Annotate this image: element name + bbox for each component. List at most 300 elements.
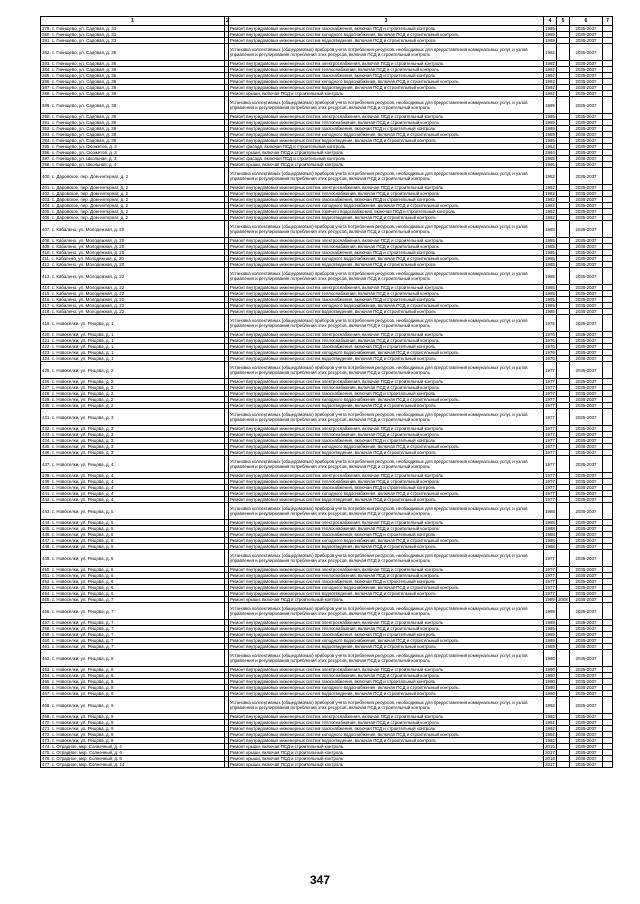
cell-c4: 1985 — [545, 309, 555, 314]
cell-c4: 1982 — [545, 209, 555, 214]
cell-c1: 477. с. Отрадное, мкр. Солнечный, д. 14 — [41, 762, 225, 768]
cell-c4: 1985 — [545, 291, 555, 296]
cell-c1: 396. с. Гнинщево, ул. Сюэжетов, д. 3 — [41, 150, 225, 156]
cell-c4: 1977 — [545, 497, 555, 502]
cell-c3: Ремонт внутридомовых инженерных систем водоотведения, включая ПСД и строительный контроль — [229, 497, 544, 503]
cell-c6: 2035-2037 — [570, 379, 603, 385]
cell-c6: 2035-2037 — [570, 567, 603, 573]
cell-c1: 423. с. Новоселки, ул. Рещова, д. 1 — [41, 350, 225, 356]
cell-c3: Ремонт внутридомовых инженерных систем водоотведения, включая ПСД и строительный контроль — [229, 691, 544, 697]
cell-c6: 2035-2037 — [570, 120, 603, 126]
cell-c3: Ремонт внутридомовых инженерных систем холодного водоснабжения, включая ПСД и строительный контроль — [229, 444, 544, 450]
cell-c3: Ремонт внутридомовых инженерных систем электроснабжения, включая ПСД и строительный контроль — [229, 567, 544, 573]
cell-c3: Установка коллективных (общедомовых) приборов учета потребления ресурсов, необходимых для предоставления коммунальных услуг, и узлов управления и регулирования потребления этих ресурсов, включая ПСД и строительный контроль — [229, 697, 544, 714]
cell-c5 — [557, 362, 570, 379]
cell-c5 — [557, 221, 570, 238]
cell-c4: 1964 — [545, 144, 555, 149]
cell-c6: 2035-2037 — [570, 144, 603, 150]
cell-c1: 390. с. Гнинщево, ул. Садовая, д. 38 — [41, 114, 225, 120]
cell-c6: 2035-2037 — [570, 291, 603, 297]
cell-c1: 425. с. Новоселки, ул. Рещова, д. 2 — [41, 362, 225, 379]
cell-c1: 409. с. Кабалено, ул. Молодежная, д. 20 — [41, 244, 225, 250]
cell-c4: 1988 — [545, 526, 555, 531]
cell-c6: 2035-2037 — [570, 667, 603, 673]
cell-c3: Ремонт внутридомовых инженерных систем холодного водоснабжения, включая ПСД и строительный контроль — [229, 491, 544, 497]
cell-c4: 1992 — [545, 720, 555, 725]
cell-c1: 421. с. Новоселки, ул. Рещова, д. 1 — [41, 338, 225, 344]
cell-c3: Ремонт фасада, включая ПСД и строительный контроль — [229, 144, 544, 150]
cell-c1: 437. с. Новоселки, ул. Рещова, д. 4 — [41, 456, 225, 473]
cell-c4: 1989 — [545, 114, 555, 119]
cell-c3: Ремонт внутридомовых инженерных систем газоснабжения, включая ПСД и строительный контроль — [229, 26, 544, 32]
cell-c4: 1988 — [544, 503, 557, 520]
cell-c1: 393. с. Гнинщево, ул. Садовая, д. 38 — [41, 132, 225, 138]
cell-c3: Ремонт крыши, включая ПСД и строительный контроль — [229, 162, 544, 168]
cell-c6: 2035-2037 — [570, 409, 603, 426]
cell-c6: 2035-2037 — [570, 538, 603, 544]
cell-c3: Установка коллективных (общедомовых) приборов учета потребления ресурсов, необходимых для предоставления коммунальных услуг, и узлов управления и регулирования потребления этих ресурсов, включая ПСД и строительный контроль — [229, 44, 544, 61]
cell-c3: Установка коллективных (общедомовых) приборов учета потребления ресурсов, необходимых для предоставления коммунальных услуг, и узлов управления и регулирования потребления этих ресурсов, включая ПСД и строительный контроль — [229, 456, 544, 473]
cell-c4: 1989 — [545, 126, 555, 131]
cell-c4: 1977 — [545, 585, 555, 590]
cell-c4: 1977 — [545, 391, 555, 396]
cell-c3: Установка коллективных (общедомовых) приборов учета потребления ресурсов, необходимых для предоставления коммунальных услуг, и узлов управления и регулирования потребления этих ресурсов, включая ПСД и строительный контроль — [229, 315, 544, 332]
cell-c6: 2035-2037 — [570, 215, 603, 221]
cell-c6: 2035-2037 — [570, 61, 603, 67]
cell-c4: 1988 — [545, 520, 555, 525]
cell-c6: 2035-2037 — [570, 262, 603, 268]
cell-c6: 2035-2037 — [570, 720, 603, 726]
cell-c3: Ремонт внутридомовых инженерных систем электроснабжения, включая ПСД и строительный контроль — [229, 473, 544, 479]
cell-c1: 454. с. Новоселки, ул. Рещова, д. 6 — [41, 591, 225, 597]
cell-c6: 2035-2037 — [570, 491, 603, 497]
cell-c1: 395. с. Гнинщево, ул. Сюэжетов, д. 3 — [41, 144, 225, 150]
cell-c4: 1977 — [545, 397, 555, 402]
cell-c6: 2035-2037 — [570, 79, 603, 85]
cell-c1: 472. с. Новоселки, ул. Рещова, д. 9 — [41, 732, 225, 738]
cell-c1: 467. с. Новоселки, ул. Рещова, д. 8 — [41, 691, 225, 697]
cell-c1: 430. с. Новоселки, ул. Рещова, д. 2 — [41, 403, 225, 409]
cell-c7 — [603, 697, 613, 714]
cell-c4: 1989 — [544, 97, 557, 114]
cell-c6: 2035-2037 — [570, 679, 603, 685]
cell-c3: Ремонт внутридомовых инженерных систем электроснабжения, включая ПСД и строительный контроль — [229, 379, 544, 385]
cell-c1: 426. с. Новоселки, ул. Рещова, д. 2 — [41, 379, 225, 385]
cell-c3: Ремонт внутридомовых инженерных систем газоснабжения, включая ПСД и строительный контроль — [229, 73, 544, 79]
cell-c4: 1992 — [545, 67, 555, 72]
cell-c4: 1982 — [545, 197, 555, 202]
cell-c1: 451. с. Новоселки, ул. Рещова, д. 6 — [41, 573, 225, 579]
cell-c3: Ремонт внутридомовых инженерных систем газоснабжения, включая ПСД и строительный контроль — [229, 250, 544, 256]
cell-c3: Ремонт внутридомовых инженерных систем газоснабжения, включая ПСД и строительный контроль — [229, 126, 544, 132]
cell-c6: 2035-2037 — [570, 156, 603, 162]
cell-c6: 2035-2037 — [570, 256, 603, 262]
cell-c3: Ремонт внутридомовых инженерных систем холодного водоснабжения, включая ПСД и строительный контроль — [229, 397, 544, 403]
cell-c4: 1989 — [545, 26, 555, 31]
cell-c1: 407. с. Кабалено, ул. Молодежная, д. 20 — [41, 221, 225, 238]
cell-c6: 2035-2037 — [570, 244, 603, 250]
cell-c3: Установка коллективных (общедомовых) приборов учета потребления ресурсов, необходимых для предоставления коммунальных услуг, и узлов управления и регулирования потребления этих ресурсов, включая ПСД и строительный контроль — [229, 409, 544, 426]
cell-c1: 417. с. Кабалено, ул. Молодежная, д. 22 — [41, 303, 225, 309]
cell-c1: 475. с. Отрадное, мкр. Солнечный, д. 6 — [41, 750, 225, 756]
cell-c1: 447. с. Новоселки, ул. Рещова, д. 5 — [41, 538, 225, 544]
cell-c5 — [557, 268, 570, 285]
cell-c7 — [603, 44, 613, 61]
cell-c1: 450. с. Новоселки, ул. Рещова, д. 6 — [41, 567, 225, 573]
cell-c3: Ремонт внутридомовых инженерных систем газоснабжения, включая ПСД и строительный контроль — [229, 438, 544, 444]
cell-c1: 433. с. Новоселки, ул. Рещова, д. 3 — [41, 432, 225, 438]
cell-c1: 414. с. Кабалено, ул. Молодежная, д. 22 — [41, 285, 225, 291]
cell-c4: 1977 — [545, 579, 555, 584]
cell-c4: 1988 — [545, 544, 555, 549]
cell-c6: 2035-2037 — [570, 403, 603, 409]
cell-c3: Ремонт внутридомовых инженерных систем водоотведения, включая ПСД и строительный контроль — [229, 138, 544, 144]
cell-c1: 386. с. Гнинщево, ул. Садовая, д. 36 — [41, 79, 225, 85]
cell-c3: Ремонт внутридомовых инженерных систем водоотведения, включая ПСД и строительный контроль — [229, 262, 544, 268]
cell-c6: 2035-2037 — [570, 520, 603, 526]
cell-c1: 406. с. Даровское, пер. Дом-интернат, д. 2 — [41, 215, 225, 221]
cell-c7 — [603, 268, 613, 285]
cell-c5 — [557, 97, 570, 114]
header-col-4: 4 — [544, 17, 557, 26]
table-row — [41, 315, 613, 332]
cell-c1: 442. с. Новоселки, ул. Рещова, д. 4 — [41, 497, 225, 503]
cell-c6: 2035-2037 — [570, 162, 603, 168]
cell-c7 — [603, 315, 613, 332]
table-row — [41, 762, 613, 768]
cell-c3: Установка коллективных (общедомовых) приборов учета потребления ресурсов, необходимых для предоставления коммунальных услуг, и узлов управления и регулирования потребления этих ресурсов, включая ПСД и строительный контроль — [229, 362, 544, 379]
table-row — [41, 168, 613, 185]
cell-c3: Ремонт внутридомовых инженерных систем водоотведения, включая ПСД и строительный контроль — [229, 85, 544, 91]
cell-c6: 2035-2037 — [570, 726, 603, 732]
cell-c1: 457. с. Новоселки, ул. Рещова, д. 7 — [41, 620, 225, 626]
cell-c4: 1989 — [545, 632, 555, 637]
cell-c4: 1977 — [544, 362, 557, 379]
cell-c3: Установка коллективных (общедомовых) приборов учета потребления ресурсов, необходимых для предоставления коммунальных услуг, и узлов управления и регулирования потребления этих ресурсов, включая ПСД и строительный контроль — [229, 650, 544, 667]
cell-c1: 460. с. Новоселки, ул. Рещова, д. 7 — [41, 638, 225, 644]
header-col-3: 3 — [229, 17, 544, 26]
cell-c6: 2035-2037 — [570, 350, 603, 356]
cell-c3: Ремонт внутридомовых инженерных систем электроснабжения, включая ПСД и строительный контроль — [229, 114, 544, 120]
cell-c3: Ремонт внутридомовых инженерных систем электроснабжения, включая ПСД и строительный контроль — [229, 238, 544, 244]
cell-c6: 2035-2037 — [570, 432, 603, 438]
cell-c4: 1976 — [545, 350, 555, 355]
cell-c3: Ремонт внутридомовых инженерных систем теплоснабжения, включая ПСД и строительный контроль — [229, 120, 544, 126]
cell-c6: 2035-2037 — [570, 626, 603, 632]
header-col-1: 1 — [41, 17, 225, 26]
cell-c3: Ремонт внутридомовых инженерных систем холодного водоснабжения, включая ПСД и строительный контроль — [229, 32, 544, 38]
cell-c1: 413. с. Кабалено, ул. Молодежная, д. 22 — [41, 268, 225, 285]
cell-c5: 2008 — [558, 597, 568, 602]
cell-c1: 464. с. Новоселки, ул. Рещова, д. 8 — [41, 673, 225, 679]
cell-c3: Ремонт крыши, включая ПСД и строительный контроль — [229, 744, 544, 750]
cell-c1: 379. с. Гнинщево, ул. Садовая, д. 33 — [41, 26, 225, 32]
cell-c4: 1990 — [545, 679, 555, 684]
cell-c4: 1988 — [545, 532, 555, 537]
cell-c6: 2035-2037 — [570, 714, 603, 720]
cell-c7 — [603, 362, 613, 379]
cell-c1: 444. с. Новоселки, ул. Рещова, д. 5 — [41, 520, 225, 526]
cell-c6: 2035-2037 — [570, 356, 603, 362]
cell-c1: 408. с. Кабалено, ул. Молодежная, д. 20 — [41, 238, 225, 244]
cell-c4: 1985 — [545, 238, 555, 243]
cell-c1: 468. с. Новоселки, ул. Рещова, д. 9 — [41, 697, 225, 714]
table-body — [41, 26, 613, 768]
cell-c4: 1992 — [545, 91, 555, 96]
cell-c4: 1989 — [545, 38, 555, 43]
cell-c4: 1989 — [545, 132, 555, 137]
cell-c3: Ремонт внутридомовых инженерных систем теплоснабжения, включая ПСД и строительный контроль — [229, 626, 544, 632]
cell-c6: 2035-2037 — [570, 191, 603, 197]
cell-c3: Ремонт внутридомовых инженерных систем теплоснабжения, включая ПСД и строительный контроль — [229, 432, 544, 438]
cell-c6: 2035-2037 — [570, 238, 603, 244]
table-row — [41, 550, 613, 567]
cell-c6: 2035-2037 — [570, 573, 603, 579]
cell-c6: 2035-2037 — [570, 150, 603, 156]
cell-c1: 453. с. Новоселки, ул. Рещова, д. 6 — [41, 585, 225, 591]
cell-c5 — [557, 650, 570, 667]
cell-c1: 402. с. Даровское, пер. Дом-интернат, д. 2 — [41, 191, 225, 197]
cell-c3: Ремонт крыши, включая ПСД и строительный контроль — [229, 150, 544, 156]
cell-c1: 448. с. Новоселки, ул. Рещова, д. 5 — [41, 544, 225, 550]
cell-c7 — [603, 650, 613, 667]
cell-c1: 405. с. Даровское, пер. Дом-интернат, д. 2 — [41, 209, 225, 215]
cell-c1: 385. с. Гнинщево, ул. Садовая, д. 36 — [41, 73, 225, 79]
cell-c3: Ремонт внутридомовых инженерных систем водоотведения, включая ПСД и строительный контроль — [229, 215, 544, 221]
cell-c4: 1982 — [545, 203, 555, 208]
cell-c6: 2035-2037 — [570, 585, 603, 591]
cell-c4: 1985 — [545, 262, 555, 267]
cell-c6: 2035-2037 — [570, 250, 603, 256]
cell-c3: Установка коллективных (общедомовых) приборов учета потребления ресурсов, необходимых для предоставления коммунальных услуг, и узлов управления и регулирования потребления этих ресурсов, включая ПСД и строительный контроль — [229, 603, 544, 620]
cell-c3: Ремонт внутридомовых инженерных систем горячего водоснабжения, включая ПСД и строительный контроль — [229, 209, 544, 215]
cell-c3: Ремонт внутридомовых инженерных систем газоснабжения, включая ПСД и строительный контроль — [229, 632, 544, 638]
cell-c6: 2035-2037 — [570, 285, 603, 291]
cell-c3: Ремонт крыши, включая ПСД и строительный контроль — [229, 597, 544, 603]
cell-c4: 2016 — [545, 756, 555, 761]
cell-c3: Ремонт внутридомовых инженерных систем теплоснабжения, включая ПСД и строительный контроль — [229, 479, 544, 485]
cell-c1: 458. с. Новоселки, ул. Рещова, д. 7 — [41, 626, 225, 632]
cell-c6: 2035-2037 — [570, 473, 603, 479]
cell-c3: Ремонт внутридомовых инженерных систем холодного водоснабжения, включая ПСД и строительный контроль — [229, 538, 544, 544]
cell-c6: 2035-2037 — [570, 479, 603, 485]
cell-c4: 1990 — [545, 667, 555, 672]
cell-c3: Ремонт крыши, включая ПСД и строительный контроль — [229, 750, 544, 756]
cell-c1: 449. с. Новоселки, ул. Рещова, д. 6 — [41, 550, 225, 567]
cell-c6: 2035-2037 — [570, 732, 603, 738]
cell-c3: Ремонт внутридомовых инженерных систем газоснабжения, включая ПСД и строительный контроль — [229, 532, 544, 538]
header-row — [41, 17, 613, 26]
cell-c4: 1977 — [545, 385, 555, 390]
cell-c1: 439. с. Новоселки, ул. Рещова, д. 4 — [41, 479, 225, 485]
cell-c3: Ремонт внутридомовых инженерных систем газоснабжения, включая ПСД и строительный контроль — [229, 197, 544, 203]
cell-c1: 392. с. Гнинщево, ул. Садовая, д. 38 — [41, 126, 225, 132]
cell-c1: 428. с. Новоселки, ул. Рещова, д. 2 — [41, 391, 225, 397]
cell-c3: Ремонт внутридомовых инженерных систем водоотведения, включая ПСД и строительный контроль — [229, 403, 544, 409]
cell-c3: Ремонт внутридомовых инженерных систем электроснабжения, включая ПСД и строительный контроль — [229, 620, 544, 626]
cell-c3: Ремонт внутридомовых инженерных систем газоснабжения, включая ПСД и строительный контроль — [229, 726, 544, 732]
cell-c4: 1982 — [545, 191, 555, 196]
cell-c4: 1982 — [545, 215, 555, 220]
cell-c1: 384. с. Гнинщево, ул. Садовая, д. 36 — [41, 67, 225, 73]
cell-c6: 2035-2037 — [570, 385, 603, 391]
cell-c4: 1977 — [545, 403, 555, 408]
cell-c4: 1976 — [545, 332, 555, 337]
cell-c1: 432. с. Новоселки, ул. Рещова, д. 3 — [41, 426, 225, 432]
cell-c7 — [603, 550, 613, 567]
table-row — [41, 268, 613, 285]
table-row — [41, 650, 613, 667]
cell-c4: 1977 — [545, 485, 555, 490]
cell-c3: Ремонт крыши, включая ПСД и строительный контроль — [229, 762, 544, 768]
table-row — [41, 362, 613, 379]
cell-c3: Ремонт внутридомовых инженерных систем газоснабжения, включая ПСД и строительный контроль — [229, 344, 544, 350]
cell-c1: 465. с. Новоселки, ул. Рещова, д. 8 — [41, 679, 225, 685]
cell-c4: 1989 — [544, 603, 557, 620]
cell-c3: Ремонт внутридомовых инженерных систем электроснабжения, включая ПСД и строительный контроль — [229, 714, 544, 720]
cell-c1: 403. с. Даровское, пер. Дом-интернат, д. 2 — [41, 197, 225, 203]
cell-c5 — [557, 168, 570, 185]
cell-c4: 1989 — [545, 597, 555, 602]
cell-c3: Ремонт внутридомовых инженерных систем холодного водоснабжения, включая ПСД и строительный контроль — [229, 732, 544, 738]
cell-c6: 2035-2037 — [570, 544, 603, 550]
cell-c1: 469. с. Новоселки, ул. Рещова, д. 9 — [41, 714, 225, 720]
cell-c4: 1977 — [544, 456, 557, 473]
cell-c6: 2035-2037 — [570, 691, 603, 697]
header-col-5: 5 — [557, 17, 570, 26]
cell-c1: 455. с. Новоселки, ул. Рещова, д. 7 — [41, 597, 225, 603]
cell-c4: 1989 — [545, 620, 555, 625]
cell-c3: Ремонт внутридомовых инженерных систем водоотведения, включая ПСД и строительный контроль — [229, 38, 544, 44]
cell-c1: 400. с. Даровское, пер. Дом-интернат, д. 2 — [41, 168, 225, 185]
cell-c4: 1977 — [545, 479, 555, 484]
cell-c6: 2035-2037 — [570, 644, 603, 650]
cell-c4: 1977 — [545, 473, 555, 478]
cell-c4: 1990 — [545, 673, 555, 678]
cell-c6: 2035-2037 — [570, 315, 603, 332]
cell-c6: 2035-2037 — [570, 673, 603, 679]
header-col-2: 2 — [226, 17, 229, 24]
cell-c6: 2035-2037 — [570, 697, 603, 714]
cell-c5 — [557, 697, 570, 714]
cell-c4: 1977 — [545, 426, 555, 431]
cell-c4: 1977 — [545, 432, 555, 437]
cell-c6: 2035-2037 — [570, 297, 603, 303]
cell-c3: Ремонт внутридомовых инженерных систем холодного водоснабжения, включая ПСД и строительный контроль — [229, 350, 544, 356]
cell-c1: 431. с. Новоселки, ул. Рещова, д. 3 — [41, 409, 225, 426]
cell-c1: 422. с. Новоселки, ул. Рещова, д. 1 — [41, 344, 225, 350]
cell-c4: 1990 — [544, 650, 557, 667]
cell-c1: 474. с. Отрадное, мкр. Солнечный, д. 4 — [41, 744, 225, 750]
cell-c3: Установка коллективных (общедомовых) приборов учета потребления ресурсов, необходимых для предоставления коммунальных услуг, и узлов управления и регулирования потребления этих ресурсов, включая ПСД и строительный контроль — [229, 168, 544, 185]
cell-c5 — [557, 550, 570, 567]
cell-c3: Ремонт внутридомовых инженерных систем холодного водоснабжения, включая ПСД и строительный контроль — [229, 203, 544, 209]
cell-c7 — [603, 503, 613, 520]
table-row — [41, 44, 613, 61]
cell-c6: 2035-2037 — [570, 114, 603, 120]
cell-c4: 1989 — [545, 644, 555, 649]
cell-c7 — [603, 221, 613, 238]
cell-c4: 1992 — [545, 85, 555, 90]
cell-c1: 410. с. Кабалено, ул. Молодежная, д. 20 — [41, 250, 225, 256]
cell-c1: 404. с. Даровское, пер. Дом-интернат, д. 2 — [41, 203, 225, 209]
cell-c3: Ремонт внутридомовых инженерных систем холодного водоснабжения, включая ПСД и строительный контроль — [229, 132, 544, 138]
cell-c4: 1989 — [545, 120, 555, 125]
cell-c1: 380. с. Гнинщево, ул. Садовая, д. 33 — [41, 32, 225, 38]
cell-c1: 471. с. Новоселки, ул. Рещова, д. 9 — [41, 726, 225, 732]
cell-c5 — [557, 762, 570, 768]
cell-c6: 2035-2037 — [570, 344, 603, 350]
cell-c6: 2035-2037 — [570, 397, 603, 403]
cell-c1: 459. с. Новоселки, ул. Рещова, д. 7 — [41, 632, 225, 638]
table-row — [41, 603, 613, 620]
cell-c1: 441. с. Новоселки, ул. Рещова, д. 4 — [41, 491, 225, 497]
cell-c3: Установка коллективных (общедомовых) приборов учета потребления ресурсов, необходимых для предоставления коммунальных услуг, и узлов управления и регулирования потребления этих ресурсов, включая ПСД и строительный контроль — [229, 503, 544, 520]
cell-c1: 445. с. Новоселки, ул. Рещова, д. 5 — [41, 526, 225, 532]
cell-c6: 2035-2037 — [570, 32, 603, 38]
page-number: 347 — [309, 873, 331, 887]
cell-c3: Установка коллективных (общедомовых) приборов учета потребления ресурсов, необходимых для предоставления коммунальных услуг, и узлов управления и регулирования потребления этих ресурсов, включая ПСД и строительный контроль — [229, 97, 544, 114]
cell-c3: Ремонт внутридомовых инженерных систем электроснабжения, включая ПСД и строительный контроль — [229, 520, 544, 526]
cell-c1: 388. с. Гнинщево, ул. Садовая, д. 36 — [41, 91, 225, 97]
cell-c1: 415. с. Кабалено, ул. Молодежная, д. 22 — [41, 291, 225, 297]
cell-c3: Ремонт внутридомовых инженерных систем газоснабжения, включая ПСД и строительный контроль — [229, 579, 544, 585]
cell-c1: 461. с. Новоселки, ул. Рещова, д. 7 — [41, 644, 225, 650]
cell-c4: 1992 — [545, 79, 555, 84]
cell-c3: Ремонт внутридомовых инженерных систем водоотведения, включая ПСД и строительный контроль — [229, 544, 544, 550]
cell-c1: 443. с. Новоселки, ул. Рещова, д. 5 — [41, 503, 225, 520]
cell-c6: 2035-2037 — [570, 168, 603, 185]
cell-c3: Ремонт внутридомовых инженерных систем теплоснабжения, включая ПСД и строительный контроль — [229, 67, 544, 73]
cell-c6: 2035-2037 — [570, 579, 603, 585]
register-sheet — [40, 16, 612, 768]
cell-c3: Ремонт внутридомовых инженерных систем водоотведения, включая ПСД и строительный контроль — [229, 450, 544, 456]
cell-c4: 1985 — [545, 285, 555, 290]
cell-c4: 1976 — [545, 338, 555, 343]
cell-c4: 2017 — [545, 762, 555, 767]
cell-c3: Ремонт внутридомовых инженерных систем холодного водоснабжения, включая ПСД и строительный контроль — [229, 585, 544, 591]
cell-c4: 1977 — [545, 567, 555, 572]
cell-c7 — [603, 456, 613, 473]
cell-c3: Ремонт внутридомовых инженерных систем теплоснабжения, включая ПСД и строительный контроль — [229, 191, 544, 197]
register-table — [40, 16, 613, 768]
cell-c3: Ремонт внутридомовых инженерных систем электроснабжения, включая ПСД и строительный контроль — [229, 426, 544, 432]
cell-c6: 2035-2037 — [570, 620, 603, 626]
cell-c4: 1992 — [544, 44, 557, 61]
cell-c4: 1992 — [544, 697, 557, 714]
cell-c4: 1977 — [545, 438, 555, 443]
cell-c6: 2035-2037 — [570, 650, 603, 667]
cell-c6: 2035-2037 — [570, 38, 603, 44]
cell-c5 — [557, 44, 570, 61]
cell-c4: 1985 — [544, 268, 557, 285]
cell-c1: 389. с. Гнинщево, ул. Садовая, д. 38 — [41, 97, 225, 114]
cell-c6: 2035-2037 — [570, 332, 603, 338]
cell-c7 — [603, 603, 613, 620]
cell-c4: 1976 — [545, 356, 555, 361]
cell-c4: 1977 — [545, 591, 555, 596]
table-row — [41, 97, 613, 114]
header-col-7: 7 — [603, 17, 613, 26]
cell-c1: 473. с. Новоселки, ул. Рещова, д. 9 — [41, 738, 225, 744]
cell-c4: 1977 — [545, 379, 555, 384]
cell-c1: 440. с. Новоселки, ул. Рещова, д. 4 — [41, 485, 225, 491]
cell-c1: 398. с. Гнинщево, ул. Школьная, д. 4 — [41, 162, 225, 168]
header-col-6: 6 — [570, 17, 603, 26]
cell-c1: 420. с. Новоселки, ул. Рещова, д. 1 — [41, 332, 225, 338]
cell-c6: 2035-2037 — [570, 138, 603, 144]
cell-c3: Ремонт внутридомовых инженерных систем теплоснабжения, включая ПСД и строительный контроль — [229, 573, 544, 579]
